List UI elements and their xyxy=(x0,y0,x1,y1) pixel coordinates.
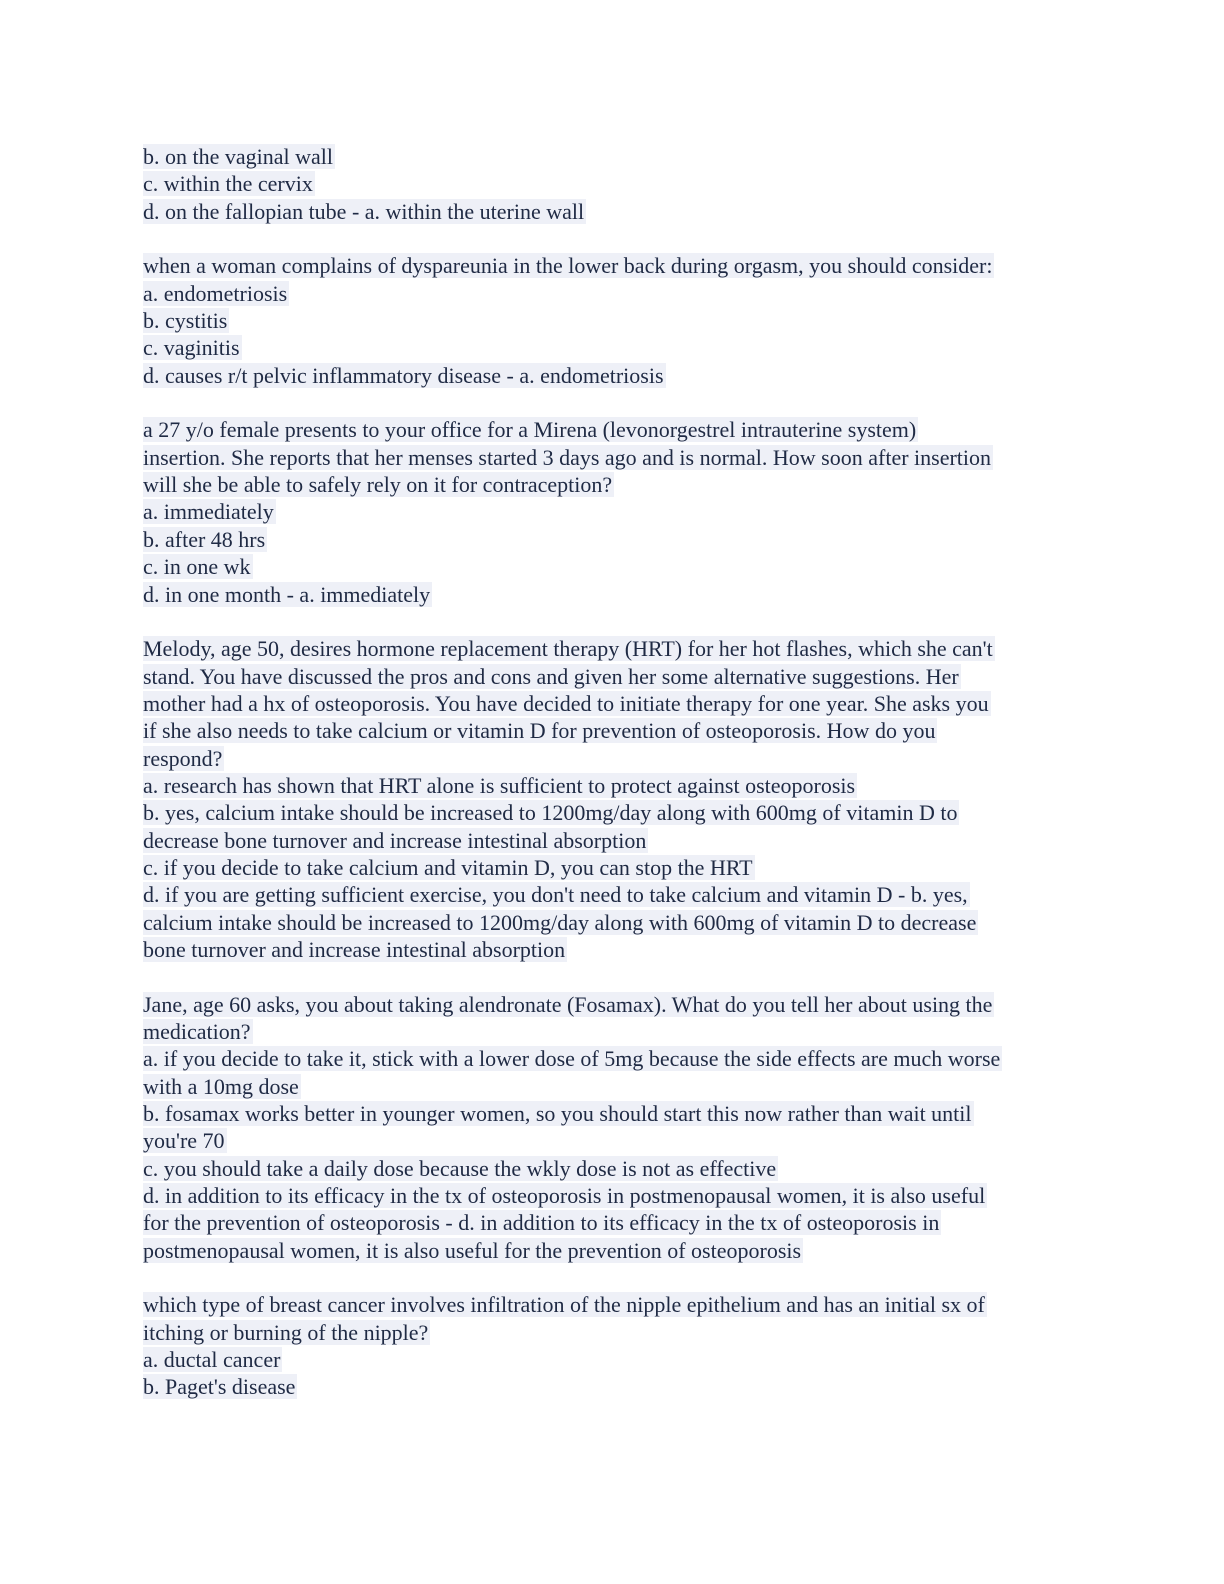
paragraph-gap xyxy=(143,225,1093,252)
document-page xyxy=(143,143,1093,1401)
text-line: which type of breast cancer involves infiltration of the nipple epithelium and has an initial sx of xyxy=(143,1292,985,1318)
text-line: d. on the fallopian tube - a. within the uterine wall xyxy=(143,198,585,224)
text-line: medication? xyxy=(143,1019,251,1044)
text-line: itching or burning of the nipple? xyxy=(143,1319,429,1345)
text-line: if she also needs to take calcium or vitamin D for prevention of osteoporosis. How do you xyxy=(143,718,936,744)
text-line: b. Paget's disease xyxy=(143,1374,296,1400)
text-line: d. in addition to its efficacy in the tx of osteoporosis in postmenopausal women, it is also useful xyxy=(143,1183,986,1209)
question-block-6 xyxy=(143,1291,1093,1400)
text-line: b. fosamax works better in younger women, so you should start this now rather than wait until xyxy=(143,1101,972,1127)
text-line: b. yes, calcium intake should be increased to 1200mg/day along with 600mg of vitamin D to xyxy=(143,800,958,826)
text-line: insertion. She reports that her menses started 3 days ago and is normal. How soon after insertion xyxy=(143,444,992,470)
text-line: b. cystitis xyxy=(143,308,228,334)
text-line: for the prevention of osteoporosis - d. in addition to its efficacy in the tx of osteoporosis in xyxy=(143,1210,940,1236)
question-block-4 xyxy=(143,635,1093,963)
text-line: d. in one month - a. immediately xyxy=(143,581,431,607)
text-line: d. if you are getting sufficient exercise, you don't need to take calcium and vitamin D - b. yes, xyxy=(143,882,968,908)
question-block-3 xyxy=(143,416,1093,607)
text-line: c. you should take a daily dose because the wkly dose is not as effective xyxy=(143,1155,777,1181)
text-line: stand. You have discussed the pros and cons and given her some alternative suggestions. Her xyxy=(143,663,959,689)
question-block-2 xyxy=(143,252,1093,389)
text-line: calcium intake should be increased to 1200mg/day along with 600mg of vitamin D to decrease xyxy=(143,909,977,935)
text-line: d. causes r/t pelvic inflammatory disease - a. endometriosis xyxy=(143,362,664,388)
question-block-5 xyxy=(143,991,1093,1264)
text-line: when a woman complains of dyspareunia in the lower back during orgasm, you should consider: xyxy=(143,253,993,279)
text-line: a. immediately xyxy=(143,499,274,525)
text-line: decrease bone turnover and increase intestinal absorption xyxy=(143,827,647,853)
text-line: bone turnover and increase intestinal absorption xyxy=(143,936,566,962)
text-line: c. if you decide to take calcium and vitamin D, you can stop the HRT xyxy=(143,854,753,880)
paragraph-gap xyxy=(143,608,1093,635)
text-line: mother had a hx of osteoporosis. You have decided to initiate therapy for one year. She asks you xyxy=(143,690,989,716)
text-line: a. research has shown that HRT alone is sufficient to protect against osteoporosis xyxy=(143,772,856,798)
text-line: b. on the vaginal wall xyxy=(143,144,334,169)
text-line: a. ductal cancer xyxy=(143,1347,281,1373)
text-line: b. after 48 hrs xyxy=(143,526,266,552)
text-line: Jane, age 60 asks, you about taking alendronate (Fosamax). What do you tell her about using the xyxy=(143,991,993,1017)
text-line: respond? xyxy=(143,745,223,771)
text-line: c. in one wk xyxy=(143,554,251,580)
paragraph-gap xyxy=(143,963,1093,990)
text-line: a. endometriosis xyxy=(143,280,288,306)
text-line: will she be able to safely rely on it for contraception? xyxy=(143,472,613,498)
text-line: c. vaginitis xyxy=(143,335,240,361)
question-block-1 xyxy=(143,143,1093,225)
text-line: c. within the cervix xyxy=(143,171,313,197)
paragraph-gap xyxy=(143,389,1093,416)
text-line: a. if you decide to take it, stick with a lower dose of 5mg because the side effects are much worse xyxy=(143,1046,1001,1072)
text-line: you're 70 xyxy=(143,1128,225,1154)
text-line: a 27 y/o female presents to your office for a Mirena (levonorgestrel intrauterine system) xyxy=(143,417,917,443)
text-line: Melody, age 50, desires hormone replacement therapy (HRT) for her hot flashes, which she can't xyxy=(143,636,993,662)
paragraph-gap xyxy=(143,1264,1093,1291)
text-line: with a 10mg dose xyxy=(143,1073,299,1099)
text-line: postmenopausal women, it is also useful for the prevention of osteoporosis xyxy=(143,1237,802,1263)
